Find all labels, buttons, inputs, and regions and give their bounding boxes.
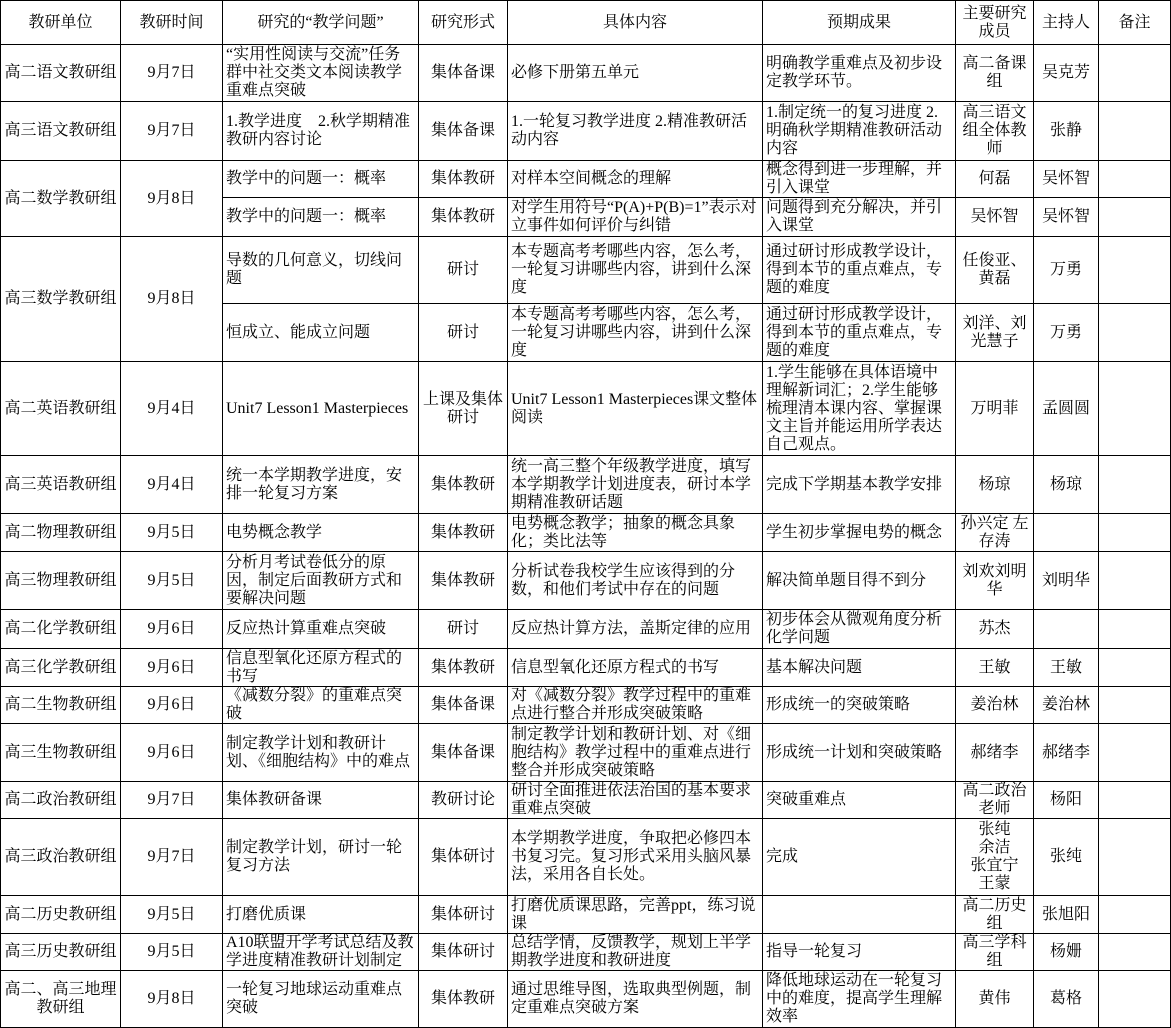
cell-outcome: 通过研讨形成教学设计，得到本节的重点难点，专题的难度: [763, 304, 956, 362]
cell-topic: 《减数分裂》的重难点突破: [223, 687, 419, 724]
cell-host: 万勇: [1034, 304, 1099, 362]
cell-host: 王敏: [1034, 649, 1099, 687]
header-note: 备注: [1099, 1, 1171, 45]
cell-form: 集体研讨: [419, 896, 508, 934]
cell-form: 研讨: [419, 610, 508, 649]
cell-content: 对《减数分裂》教学过程中的重难点进行整合并形成突破策略: [508, 687, 763, 724]
cell-content: 本专题高考考哪些内容，怎么考，一轮复习讲哪些内容，讲到什么深度: [508, 304, 763, 362]
table-row: [1, 971, 1171, 1028]
cell-note: [1099, 456, 1171, 514]
cell-unit: 高二历史教研组: [1, 896, 121, 934]
cell-host: 吴怀智: [1034, 161, 1099, 198]
cell-content: 制定教学计划和教研计划、对《细胞结构》教学过程中的重难点进行整合并形成突破策略: [508, 724, 763, 782]
cell-outcome: 完成: [763, 819, 956, 896]
cell-date: 9月5日: [121, 896, 223, 934]
cell-host: 杨阳: [1034, 782, 1099, 819]
cell-unit: 高三化学教研组: [1, 649, 121, 687]
cell-date: 9月5日: [121, 514, 223, 552]
cell-date: 9月6日: [121, 649, 223, 687]
cell-topic: 反应热计算重难点突破: [223, 610, 419, 649]
cell-content: 分析试卷我校学生应该得到的分数，和他们考试中存在的问题: [508, 552, 763, 610]
cell-form: 集体研讨: [419, 819, 508, 896]
cell-form: 集体教研: [419, 514, 508, 552]
cell-outcome: 1.制定统一的复习进度 2.明确秋学期精准教研活动内容: [763, 102, 956, 161]
cell-note: [1099, 782, 1171, 819]
header-outcome: 预期成果: [763, 1, 956, 45]
cell-date: 9月4日: [121, 362, 223, 456]
cell-content: 通过思维导图，选取典型例题，制定重难点突破方案: [508, 971, 763, 1028]
cell-host: 杨琼: [1034, 456, 1099, 514]
cell-outcome: 指导一轮复习: [763, 934, 956, 971]
cell-unit: 高二数学教研组: [1, 161, 121, 237]
cell-content: 研讨全面推进依法治国的基本要求重难点突破: [508, 782, 763, 819]
cell-note: [1099, 819, 1171, 896]
cell-content: 本专题高考考哪些内容，怎么考，一轮复习讲哪些内容，讲到什么深度: [508, 237, 763, 304]
cell-outcome: 形成统一的突破策略: [763, 687, 956, 724]
cell-host: 张静: [1034, 102, 1099, 161]
cell-unit: 高三数学教研组: [1, 237, 121, 362]
cell-outcome: 概念得到进一步理解，并引入课堂: [763, 161, 956, 198]
cell-unit: 高三英语教研组: [1, 456, 121, 514]
cell-unit: 高二语文教研组: [1, 45, 121, 102]
cell-topic: A10联盟开学考试总结及教学进度精准教研计划制定: [223, 934, 419, 971]
cell-host: 万勇: [1034, 237, 1099, 304]
cell-unit: 高二化学教研组: [1, 610, 121, 649]
cell-topic: 1.教学进度 2.秋学期精准教研内容讨论: [223, 102, 419, 161]
cell-host: 姜治林: [1034, 687, 1099, 724]
table-row: [1, 161, 1171, 198]
table-row: [1, 724, 1171, 782]
cell-note: [1099, 649, 1171, 687]
cell-form: 集体教研: [419, 456, 508, 514]
cell-date: 9月8日: [121, 161, 223, 237]
cell-outcome: 初步体会从微观角度分析化学问题: [763, 610, 956, 649]
cell-topic: 制定教学计划和教研计划、《细胞结构》中的难点: [223, 724, 419, 782]
cell-members: 吴怀智: [956, 198, 1034, 237]
cell-form: 研讨: [419, 304, 508, 362]
cell-date: 9月6日: [121, 610, 223, 649]
cell-unit: 高三政治教研组: [1, 819, 121, 896]
cell-content: 电势概念教学；抽象的概念具象化；类比法等: [508, 514, 763, 552]
table-row: [1, 819, 1171, 896]
cell-date: 9月8日: [121, 237, 223, 362]
cell-host: 吴怀智: [1034, 198, 1099, 237]
cell-content: 必修下册第五单元: [508, 45, 763, 102]
cell-content: 本学期教学进度，争取把必修四本书复习完。复习形式采用头脑风暴法，采用各自长处。: [508, 819, 763, 896]
cell-outcome: 问题得到充分解决，并引入课堂: [763, 198, 956, 237]
cell-note: [1099, 362, 1171, 456]
cell-form: 集体备课: [419, 102, 508, 161]
table-row: [1, 782, 1171, 819]
cell-note: [1099, 102, 1171, 161]
cell-topic: 一轮复习地球运动重难点突破: [223, 971, 419, 1028]
cell-content: 总结学情，反馈教学，规划上半学期教学进度和教研进度: [508, 934, 763, 971]
cell-members: 郝绪李: [956, 724, 1034, 782]
cell-unit: 高二、高三地理教研组: [1, 971, 121, 1028]
cell-members: 任俊亚、黄磊: [956, 237, 1034, 304]
cell-date: 9月7日: [121, 782, 223, 819]
cell-host: 葛格: [1034, 971, 1099, 1028]
cell-form: 教研讨论: [419, 782, 508, 819]
cell-outcome: 形成统一计划和突破策略: [763, 724, 956, 782]
cell-content: 反应热计算方法，盖斯定律的应用: [508, 610, 763, 649]
cell-form: 集体研讨: [419, 934, 508, 971]
cell-members: 高三语文组全体教师: [956, 102, 1034, 161]
cell-date: 9月4日: [121, 456, 223, 514]
cell-outcome: 通过研讨形成教学设计，得到本节的重点难点，专题的难度: [763, 237, 956, 304]
cell-topic: 分析月考试卷低分的原因，制定后面教研方式和要解决问题: [223, 552, 419, 610]
table-row: [1, 237, 1171, 304]
cell-form: 集体教研: [419, 971, 508, 1028]
table-row: [1, 552, 1171, 610]
cell-topic: 教学中的问题一：概率: [223, 161, 419, 198]
header-topic: 研究的“教学问题”: [223, 1, 419, 45]
table-row: [1, 934, 1171, 971]
cell-note: [1099, 934, 1171, 971]
cell-topic: “实用性阅读与交流”任务群中社交类文本阅读教学重难点突破: [223, 45, 419, 102]
cell-note: [1099, 896, 1171, 934]
cell-form: 集体备课: [419, 724, 508, 782]
cell-unit: 高二生物教研组: [1, 687, 121, 724]
cell-members: 高二备课组: [956, 45, 1034, 102]
cell-note: [1099, 514, 1171, 552]
cell-note: [1099, 198, 1171, 237]
table-row: [1, 456, 1171, 514]
cell-members: 张纯 余洁 张宜宁 王蒙: [956, 819, 1034, 896]
cell-host: 孟圆圆: [1034, 362, 1099, 456]
cell-note: [1099, 45, 1171, 102]
cell-outcome: 突破重难点: [763, 782, 956, 819]
cell-content: 打磨优质课思路，完善ppt，练习说课: [508, 896, 763, 934]
table-row: [1, 102, 1171, 161]
cell-form: 集体备课: [419, 687, 508, 724]
cell-date: 9月7日: [121, 819, 223, 896]
cell-note: [1099, 304, 1171, 362]
cell-topic: Unit7 Lesson1 Masterpieces: [223, 362, 419, 456]
cell-outcome: 基本解决问题: [763, 649, 956, 687]
cell-outcome: 1.学生能够在具体语境中理解新词汇；2.学生能够梳理清本课内容、掌握课文主旨并能运用所学表达自己观点。: [763, 362, 956, 456]
cell-content: 信息型氧化还原方程式的书写: [508, 649, 763, 687]
cell-topic: 打磨优质课: [223, 896, 419, 934]
cell-members: 万明菲: [956, 362, 1034, 456]
cell-unit: 高三物理教研组: [1, 552, 121, 610]
cell-date: 9月5日: [121, 934, 223, 971]
table-row: [1, 896, 1171, 934]
cell-members: 刘洋、刘光慧子: [956, 304, 1034, 362]
table-body: [1, 45, 1171, 1028]
cell-date: 9月8日: [121, 971, 223, 1028]
cell-members: 高二历史组: [956, 896, 1034, 934]
cell-host: 杨姗: [1034, 934, 1099, 971]
cell-form: 集体教研: [419, 161, 508, 198]
cell-host: 刘明华: [1034, 552, 1099, 610]
cell-content: 对样本空间概念的理解: [508, 161, 763, 198]
cell-date: 9月6日: [121, 687, 223, 724]
cell-content: 对学生用符号“P(A)+P(B)=1”表示对立事件如何评价与纠错: [508, 198, 763, 237]
cell-form: 集体备课: [419, 45, 508, 102]
table-row: [1, 687, 1171, 724]
cell-topic: 恒成立、能成立问题: [223, 304, 419, 362]
cell-host: [1034, 610, 1099, 649]
cell-outcome: [763, 896, 956, 934]
table-row: [1, 610, 1171, 649]
cell-content: 1.一轮复习教学进度 2.精准教研活动内容: [508, 102, 763, 161]
cell-date: 9月7日: [121, 45, 223, 102]
header-unit: 教研单位: [1, 1, 121, 45]
cell-note: [1099, 552, 1171, 610]
cell-members: 苏杰: [956, 610, 1034, 649]
cell-host: 张纯: [1034, 819, 1099, 896]
cell-members: 孙兴定 左存涛: [956, 514, 1034, 552]
cell-members: 刘欢刘明华: [956, 552, 1034, 610]
header-members: 主要研究成员: [956, 1, 1034, 45]
cell-host: [1034, 514, 1099, 552]
header-date: 教研时间: [121, 1, 223, 45]
cell-outcome: 降低地球运动在一轮复习中的难度，提高学生理解效率: [763, 971, 956, 1028]
cell-unit: 高二英语教研组: [1, 362, 121, 456]
table-row: [1, 45, 1171, 102]
cell-outcome: 完成下学期基本教学安排: [763, 456, 956, 514]
cell-content: Unit7 Lesson1 Masterpieces课文整体阅读: [508, 362, 763, 456]
cell-topic: 导数的几何意义，切线问题: [223, 237, 419, 304]
cell-topic: 信息型氧化还原方程式的书写: [223, 649, 419, 687]
cell-members: 高二政治老师: [956, 782, 1034, 819]
cell-outcome: 学生初步掌握电势的概念: [763, 514, 956, 552]
header-form: 研究形式: [419, 1, 508, 45]
cell-topic: 集体教研备课: [223, 782, 419, 819]
cell-form: 集体教研: [419, 198, 508, 237]
cell-outcome: 解决简单题目得不到分: [763, 552, 956, 610]
cell-unit: 高三生物教研组: [1, 724, 121, 782]
table-row: [1, 514, 1171, 552]
cell-members: 何磊: [956, 161, 1034, 198]
table-row: [1, 649, 1171, 687]
cell-date: 9月7日: [121, 102, 223, 161]
cell-unit: 高二物理教研组: [1, 514, 121, 552]
cell-note: [1099, 724, 1171, 782]
cell-note: [1099, 161, 1171, 198]
cell-content: 统一高三整个年级教学进度，填写本学期教学计划进度表，研讨本学期精准教研话题: [508, 456, 763, 514]
cell-form: 集体教研: [419, 552, 508, 610]
header-content: 具体内容: [508, 1, 763, 45]
cell-date: 9月5日: [121, 552, 223, 610]
cell-note: [1099, 610, 1171, 649]
cell-members: 杨琼: [956, 456, 1034, 514]
cell-topic: 教学中的问题一：概率: [223, 198, 419, 237]
table-row: [1, 362, 1171, 456]
header-host: 主持人: [1034, 1, 1099, 45]
cell-host: 吴克芳: [1034, 45, 1099, 102]
cell-members: 黄伟: [956, 971, 1034, 1028]
cell-unit: 高三历史教研组: [1, 934, 121, 971]
cell-form: 集体教研: [419, 649, 508, 687]
cell-note: [1099, 237, 1171, 304]
cell-members: 王敏: [956, 649, 1034, 687]
cell-form: 研讨: [419, 237, 508, 304]
cell-host: 郝绪李: [1034, 724, 1099, 782]
cell-note: [1099, 971, 1171, 1028]
cell-unit: 高三语文教研组: [1, 102, 121, 161]
cell-members: 高三学科组: [956, 934, 1034, 971]
cell-form: 上课及集体研讨: [419, 362, 508, 456]
cell-outcome: 明确教学重难点及初步设定教学环节。: [763, 45, 956, 102]
cell-members: 姜治林: [956, 687, 1034, 724]
cell-date: 9月6日: [121, 724, 223, 782]
cell-host: 张旭阳: [1034, 896, 1099, 934]
cell-unit: 高二政治教研组: [1, 782, 121, 819]
header-row: [1, 1, 1171, 45]
cell-topic: 电势概念教学: [223, 514, 419, 552]
cell-note: [1099, 687, 1171, 724]
cell-topic: 统一本学期教学进度，安排一轮复习方案: [223, 456, 419, 514]
cell-topic: 制定教学计划，研讨一轮复习方法: [223, 819, 419, 896]
